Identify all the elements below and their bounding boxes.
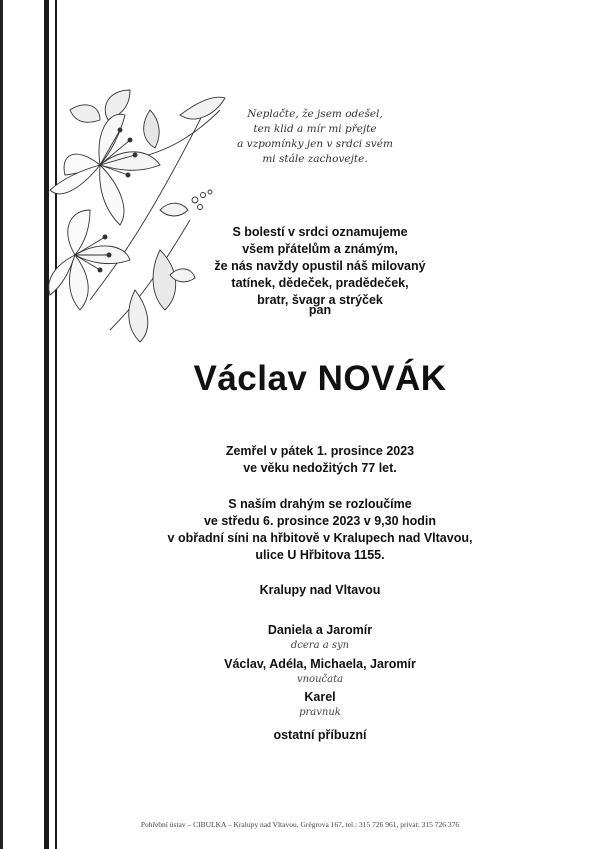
mourner-relation: pravnuk <box>299 707 341 718</box>
quote-line: ten klid a mír mi přejte <box>253 123 377 135</box>
announcement-line: všem přátelům a známým, <box>242 242 398 256</box>
announcement-line: tatínek, dědeček, pradědeček, <box>231 276 409 290</box>
funeral-line: S naším drahým se rozloučíme <box>228 497 412 511</box>
funeral-home-footer: Pohřební ústav – CIBULKA – Kralupy nad Vltavou, Grégrova 167, tel.: 315 726 961, privat: 315 726 376 <box>140 820 460 829</box>
mourner-group <box>160 689 480 719</box>
left-edge-line <box>0 0 3 849</box>
funeral-line: ulice U Hřbitova 1155. <box>255 548 385 562</box>
announcement-line: že nás navždy opustil náš milovaný <box>214 259 426 273</box>
mourner-names: Karel <box>304 690 336 704</box>
mourner-group <box>160 622 480 652</box>
announcement-line: bratr, švagr a strýček <box>257 293 383 307</box>
mourner-names: Václav, Adéla, Michaela, Jaromír <box>224 657 416 671</box>
death-info <box>160 443 480 477</box>
mourner-relation: vnoučata <box>296 674 344 685</box>
funeral-line: v obřadní síni na hřbitově v Kralupech nad Vltavou, <box>167 531 473 545</box>
mourner-group <box>160 656 480 686</box>
funeral-line: ve středu 6. prosince 2023 v 9,30 hodin <box>203 514 437 528</box>
deceased-name: Václav NOVÁK <box>193 359 447 398</box>
quote-line: mi stále zachovejte. <box>262 153 368 165</box>
funeral-info <box>160 496 480 564</box>
announcement-text <box>160 224 480 309</box>
quote-line: Neplačte, že jsem odešel, <box>247 108 383 120</box>
mourner-group <box>160 727 480 744</box>
honorific: pan <box>308 303 332 317</box>
death-line: ve věku nedožitých 77 let. <box>243 461 397 475</box>
death-line: Zemřel v pátek 1. prosince 2023 <box>225 444 415 458</box>
mourner-names: Daniela a Jaromír <box>267 623 373 637</box>
mourner-relation: dcera a syn <box>290 640 350 651</box>
quote-line: a vzpomínky jen v srdci svém <box>237 138 393 150</box>
place-name: Kralupy nad Vltavou <box>259 583 381 597</box>
mourner-names: ostatní příbuzní <box>273 728 367 742</box>
announcement-line: S bolestí v srdci oznamujeme <box>232 225 408 239</box>
memorial-quote <box>225 107 405 167</box>
